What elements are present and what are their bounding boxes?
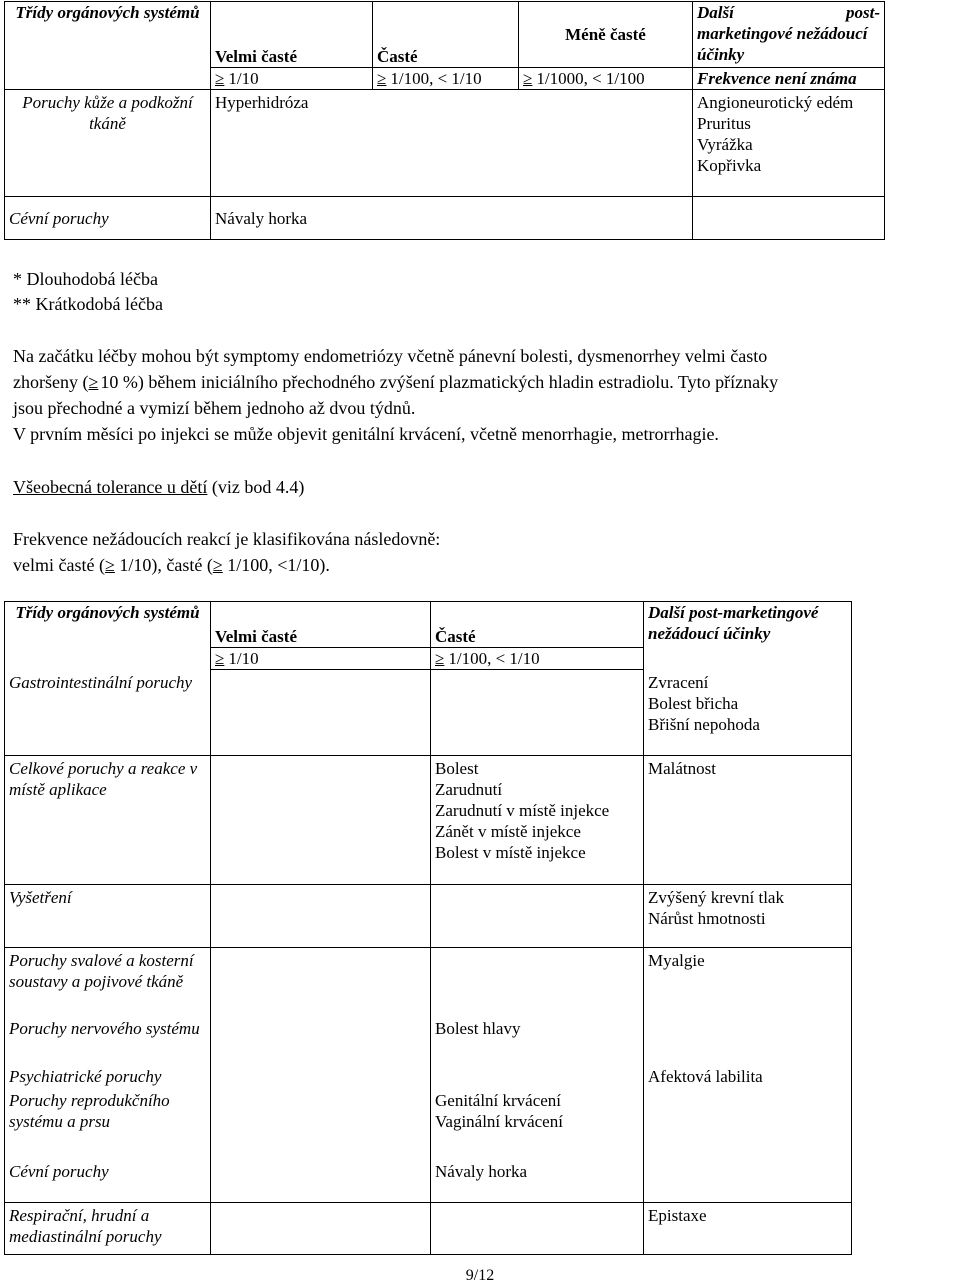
effect-text: Malátnost xyxy=(648,759,716,778)
effect-text: Genitální krvácení xyxy=(435,1090,562,1110)
ge-symbol: ≥ xyxy=(377,69,387,88)
effect-text: Afektová labilita xyxy=(648,1066,763,1086)
footnote-long-term: * Dlouhodobá léčba xyxy=(13,269,158,289)
t2-row-repro-post xyxy=(644,1090,852,1161)
effect-text: Bolest hlavy xyxy=(435,1018,521,1038)
endometriosis-paragraph xyxy=(13,343,953,447)
effect-text: Břišní nepohoda xyxy=(648,714,760,734)
paragraph-line: Na začátku léčby mohou být symptomy endometriózy včetně pánevní bolesti, dysmenorrhey velmi často xyxy=(13,346,768,366)
text-fragment: 1/100, <1/10). xyxy=(222,555,330,575)
t2-header-very-common xyxy=(211,602,431,648)
paragraph-line: V prvním měsíci po injekci se může objevit genitální krvácení, včetně menorrhagie, metrorrhagie. xyxy=(13,424,719,444)
t1-freq-very-common xyxy=(211,68,373,90)
ge-symbol: ≥ xyxy=(88,372,99,392)
table-row xyxy=(5,197,885,240)
t1-freq-uncommon-text: 1/1000, < 1/100 xyxy=(536,69,645,88)
t2-row-general-very-common xyxy=(211,756,431,885)
t1-freq-organ-empty xyxy=(5,68,211,90)
t2-row-nervous-post xyxy=(644,1018,852,1066)
t2-row-nervous-organ xyxy=(5,1018,211,1066)
effect-text: Bolest xyxy=(435,759,479,778)
t1-row-skin-uncommon xyxy=(519,90,693,197)
t2-row-gi-common xyxy=(431,670,644,756)
t2-row-general-organ xyxy=(5,756,211,885)
t2-row-investigations-organ xyxy=(5,885,211,948)
footnote-short-term: ** Krátkodobá léčba xyxy=(13,294,163,314)
organ-label: Respirační, hrudní a mediastinální poruchy xyxy=(9,1206,162,1246)
t2-row-gi-very-common xyxy=(211,670,431,756)
t1-row-skin-common xyxy=(373,90,519,197)
ge-symbol: ≥ xyxy=(212,555,223,575)
t1-row-vascular-common xyxy=(373,197,519,240)
t2-row-investigations-common xyxy=(431,885,644,948)
ge-symbol: ≥ xyxy=(215,69,225,88)
frequency-table-1 xyxy=(4,1,885,240)
t1-freq-uncommon xyxy=(519,68,693,90)
organ-label: Cévní poruchy xyxy=(9,1161,109,1181)
effect-text: Zarudnutí v místě injekce xyxy=(435,801,610,820)
t2-row-vascular-post xyxy=(644,1161,852,1203)
organ-label: Celkové poruchy a reakce v místě aplikace xyxy=(9,759,198,799)
section-heading-underlined: Všeobecná tolerance u dětí xyxy=(13,477,208,497)
text-fragment: velmi časté ( xyxy=(13,555,105,575)
table-row xyxy=(5,885,852,948)
t1-row-vascular-organ xyxy=(5,197,211,240)
t2-freq-post-empty xyxy=(644,648,852,670)
text-fragment: 10 %) během iniciálního přechodného zvýšení plazmatických hladin estradiolu. Tyto příznaky xyxy=(100,372,779,392)
t1-header-post-a: Další xyxy=(697,3,734,22)
t2-row-resp-common xyxy=(431,1203,644,1255)
t1-header-very-common-text: Velmi časté xyxy=(215,47,297,66)
ge-symbol: ≥ xyxy=(523,69,533,88)
effect-text: Angioneurotický edém xyxy=(697,93,854,112)
effect-text: Zarudnutí xyxy=(435,780,503,799)
t2-header-common-text: Časté xyxy=(435,627,476,646)
table-row xyxy=(5,1018,852,1066)
table-row xyxy=(5,948,852,1018)
t2-header-very-common-text: Velmi časté xyxy=(215,627,297,646)
organ-label: Poruchy svalové a kosterní soustavy a pojivové tkáně xyxy=(9,951,194,991)
section-heading-rest: (viz bod 4.4) xyxy=(207,477,305,497)
t2-row-repro-organ xyxy=(5,1090,211,1161)
t2-freq-organ-empty xyxy=(5,648,211,670)
frequency-classification-paragraph xyxy=(13,526,953,578)
t1-row-skin-post xyxy=(693,90,885,197)
t2-freq-common xyxy=(431,648,644,670)
effect-text: Epistaxe xyxy=(648,1206,707,1225)
t2-row-gi-post xyxy=(644,670,852,756)
t2-header-common xyxy=(431,602,644,648)
t2-header-post xyxy=(644,602,852,648)
t2-freq-very-common xyxy=(211,648,431,670)
t2-freq-common-text: 1/100, < 1/10 xyxy=(448,649,540,668)
t1-header-organ xyxy=(5,2,211,68)
effect-text: Kopřivka xyxy=(697,156,762,175)
t1-row-skin-very-common xyxy=(211,90,373,197)
table-row xyxy=(5,90,885,197)
t2-row-repro-very-common xyxy=(211,1090,431,1161)
effect-text: Zvýšený krevní tlak xyxy=(648,888,784,907)
t2-row-repro-common xyxy=(431,1090,644,1161)
organ-label: Poruchy nervového systému xyxy=(9,1018,200,1038)
t2-row-musculo-post xyxy=(644,948,852,1018)
t2-row-investigations-post xyxy=(644,885,852,948)
paragraph-line xyxy=(13,552,953,578)
effect-text: Hyperhidróza xyxy=(215,93,309,112)
t2-row-general-common xyxy=(431,756,644,885)
t1-freq-common-text: 1/100, < 1/10 xyxy=(390,69,482,88)
t2-row-psych-organ xyxy=(5,1066,211,1090)
effect-text: Zvracení xyxy=(648,672,709,692)
paragraph-line: Frekvence nežádoucích reakcí je klasifikována následovně: xyxy=(13,529,441,549)
t1-freq-unknown-text: Frekvence není známa xyxy=(697,69,857,88)
effect-text: Pruritus xyxy=(697,114,751,133)
effect-text: Vaginální krvácení xyxy=(435,1111,563,1131)
t2-row-resp-post xyxy=(644,1203,852,1255)
t1-header-very-common xyxy=(211,2,373,68)
organ-label: Vyšetření xyxy=(9,888,72,907)
section-heading xyxy=(13,474,953,500)
effect-text: Vyrážka xyxy=(697,135,753,154)
organ-label: Cévní poruchy xyxy=(9,208,109,228)
table-row xyxy=(5,670,852,756)
t2-header-organ-text: Třídy orgánových systémů xyxy=(15,603,200,622)
t1-header-common-text: Časté xyxy=(377,47,418,66)
t2-header-organ xyxy=(5,602,211,648)
t2-row-resp-very-common xyxy=(211,1203,431,1255)
t2-row-investigations-very-common xyxy=(211,885,431,948)
page-number: 9/12 xyxy=(465,1267,495,1284)
t1-freq-common xyxy=(373,68,519,90)
paragraph-line: jsou přechodné a vymizí během jednoho až dvou týdnů. xyxy=(13,398,416,418)
organ-label: Poruchy reprodukčního systému a prsu xyxy=(9,1090,170,1131)
t2-row-vascular-very-common xyxy=(211,1161,431,1203)
table-row xyxy=(5,1203,852,1255)
t1-row-skin-organ xyxy=(5,90,211,197)
organ-label: Psychiatrické poruchy xyxy=(9,1066,162,1086)
table-row xyxy=(5,756,852,885)
t1-header-uncommon-text: Méně časté xyxy=(565,25,646,44)
organ-label: Poruchy kůže a podkožní tkáně xyxy=(22,93,193,133)
t2-row-musculo-very-common xyxy=(211,948,431,1018)
organ-label: Gastrointestinální poruchy xyxy=(9,672,193,692)
t1-row-vascular-very-common xyxy=(211,197,373,240)
t1-header-post-b: post- xyxy=(846,3,880,22)
t2-row-psych-post xyxy=(644,1066,852,1090)
t2-row-psych-very-common xyxy=(211,1066,431,1090)
t1-header-post-c: marketingové nežádoucí účinky xyxy=(697,24,868,64)
footnotes xyxy=(13,267,953,317)
t1-header-organ-text: Třídy orgánových systémů xyxy=(15,3,200,22)
t2-header-post-text: Další post-marketingové nežádoucí účinky xyxy=(648,603,819,643)
effect-text: Bolest břicha xyxy=(648,693,739,713)
t2-row-musculo-organ xyxy=(5,948,211,1018)
t1-freq-unknown xyxy=(693,68,885,90)
t2-row-nervous-common xyxy=(431,1018,644,1066)
ge-symbol: ≥ xyxy=(435,649,445,668)
effect-text: Bolest v místě injekce xyxy=(435,843,586,862)
t2-row-general-post xyxy=(644,756,852,885)
table-row xyxy=(5,1090,852,1161)
t2-freq-very-common-text: 1/10 xyxy=(228,649,259,668)
table-row xyxy=(5,1066,852,1090)
t1-header-post xyxy=(693,2,885,68)
t2-row-vascular-common xyxy=(431,1161,644,1203)
effect-text: Návaly horka xyxy=(435,1161,528,1181)
text-fragment: 1/10), časté ( xyxy=(114,555,213,575)
t1-row-vascular-uncommon xyxy=(519,197,693,240)
t2-row-vascular-organ xyxy=(5,1161,211,1203)
effect-text: Myalgie xyxy=(648,951,705,970)
t1-row-vascular-post xyxy=(693,197,885,240)
t2-row-nervous-very-common xyxy=(211,1018,431,1066)
text-fragment: zhoršeny ( xyxy=(13,372,89,392)
t1-freq-very-common-text: 1/10 xyxy=(228,69,259,88)
table-row xyxy=(5,1161,852,1203)
effect-text: Návaly horka xyxy=(215,208,308,228)
t1-header-uncommon xyxy=(519,2,693,68)
t2-row-psych-common xyxy=(431,1066,644,1090)
t2-row-musculo-common xyxy=(431,948,644,1018)
ge-symbol: ≥ xyxy=(104,555,115,575)
t2-row-resp-organ xyxy=(5,1203,211,1255)
t2-row-gi-organ xyxy=(5,670,211,756)
effect-text: Nárůst hmotnosti xyxy=(648,909,766,928)
effect-text: Zánět v místě injekce xyxy=(435,822,581,841)
ge-symbol: ≥ xyxy=(215,649,225,668)
t1-header-common xyxy=(373,2,519,68)
frequency-table-2 xyxy=(4,601,852,1255)
paragraph-line xyxy=(13,369,953,395)
